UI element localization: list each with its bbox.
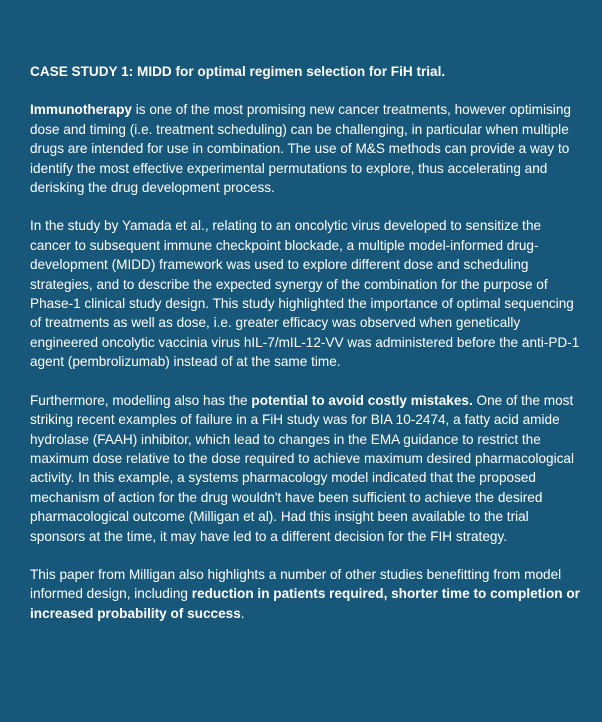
bold-milligan-benefits: reduction in patients required, shorter time to completion or increased probability of success <box>30 586 580 621</box>
paragraph-costly-rest: One of the most striking recent examples of failure in a FiH study was for BIA 10-2474, a fatty acid amide hydrolase (FAAH) inhibitor, which lead to changes in the EMA guidance to restrict the maximum dose relative to the dose required to achieve maximum desired pharmacological activity. In this example, a systems pharmacology model indicated that the proposed mechanism of action for the drug wouldn't have been sufficient to achieve the desired pharmacological outcome (Milligan et al). Had this insight been available to the trial sponsors at the time, it may have led to a different decision for the FIH strategy. <box>30 392 575 544</box>
paragraph-immunotherapy-text: is one of the most promising new cancer treatments, however optimising dose and timing (i.e. treatment scheduling) can be challenging, in particular when multiple drugs are intended for use in combination. The use of M&S methods can provide a way to identify the most effective experimental permutations to explore, thus accelerating and derisking the drug development process. <box>30 102 571 196</box>
bold-costly-mistakes: potential to avoid costly mistakes. <box>251 392 473 408</box>
bold-immunotherapy: Immunotherapy <box>30 102 132 118</box>
case-study-title: CASE STUDY 1: MIDD for optimal regimen selection for FiH trial. <box>30 64 446 79</box>
paragraph-milligan-lead: This paper from Milligan also highlights a number of other studies benefitting from model informed design, including <box>30 566 562 602</box>
paragraph-milligan <box>30 565 580 623</box>
paragraph-costly-mistakes <box>30 391 580 546</box>
paragraph-immunotherapy <box>30 100 580 197</box>
paragraph-yamada-text: In the study by Yamada et al., relating to an oncolytic virus developed to sensitize the cancer to subsequent immune checkpoint blockade, a multiple model-informed drug-development (MIDD) framework was used to explore different dose and scheduling strategies, and to describe the expected synergy of the combination for the purpose of Phase-1 clinical study design. This study highlighted the importance of optimal sequencing of treatments as well as dose, i.e. greater efficacy was observed when genetically engineered oncolytic vaccinia virus hIL-7/mIL-12-VV was administered before the anti-PD-1 agent (pembrolizumab) instead of at the same time. <box>30 218 580 370</box>
paragraph-costly-lead: Furthermore, modelling also has the <box>30 392 252 408</box>
paragraph-yamada-study <box>30 216 580 371</box>
paragraph-milligan-end: . <box>240 605 245 621</box>
